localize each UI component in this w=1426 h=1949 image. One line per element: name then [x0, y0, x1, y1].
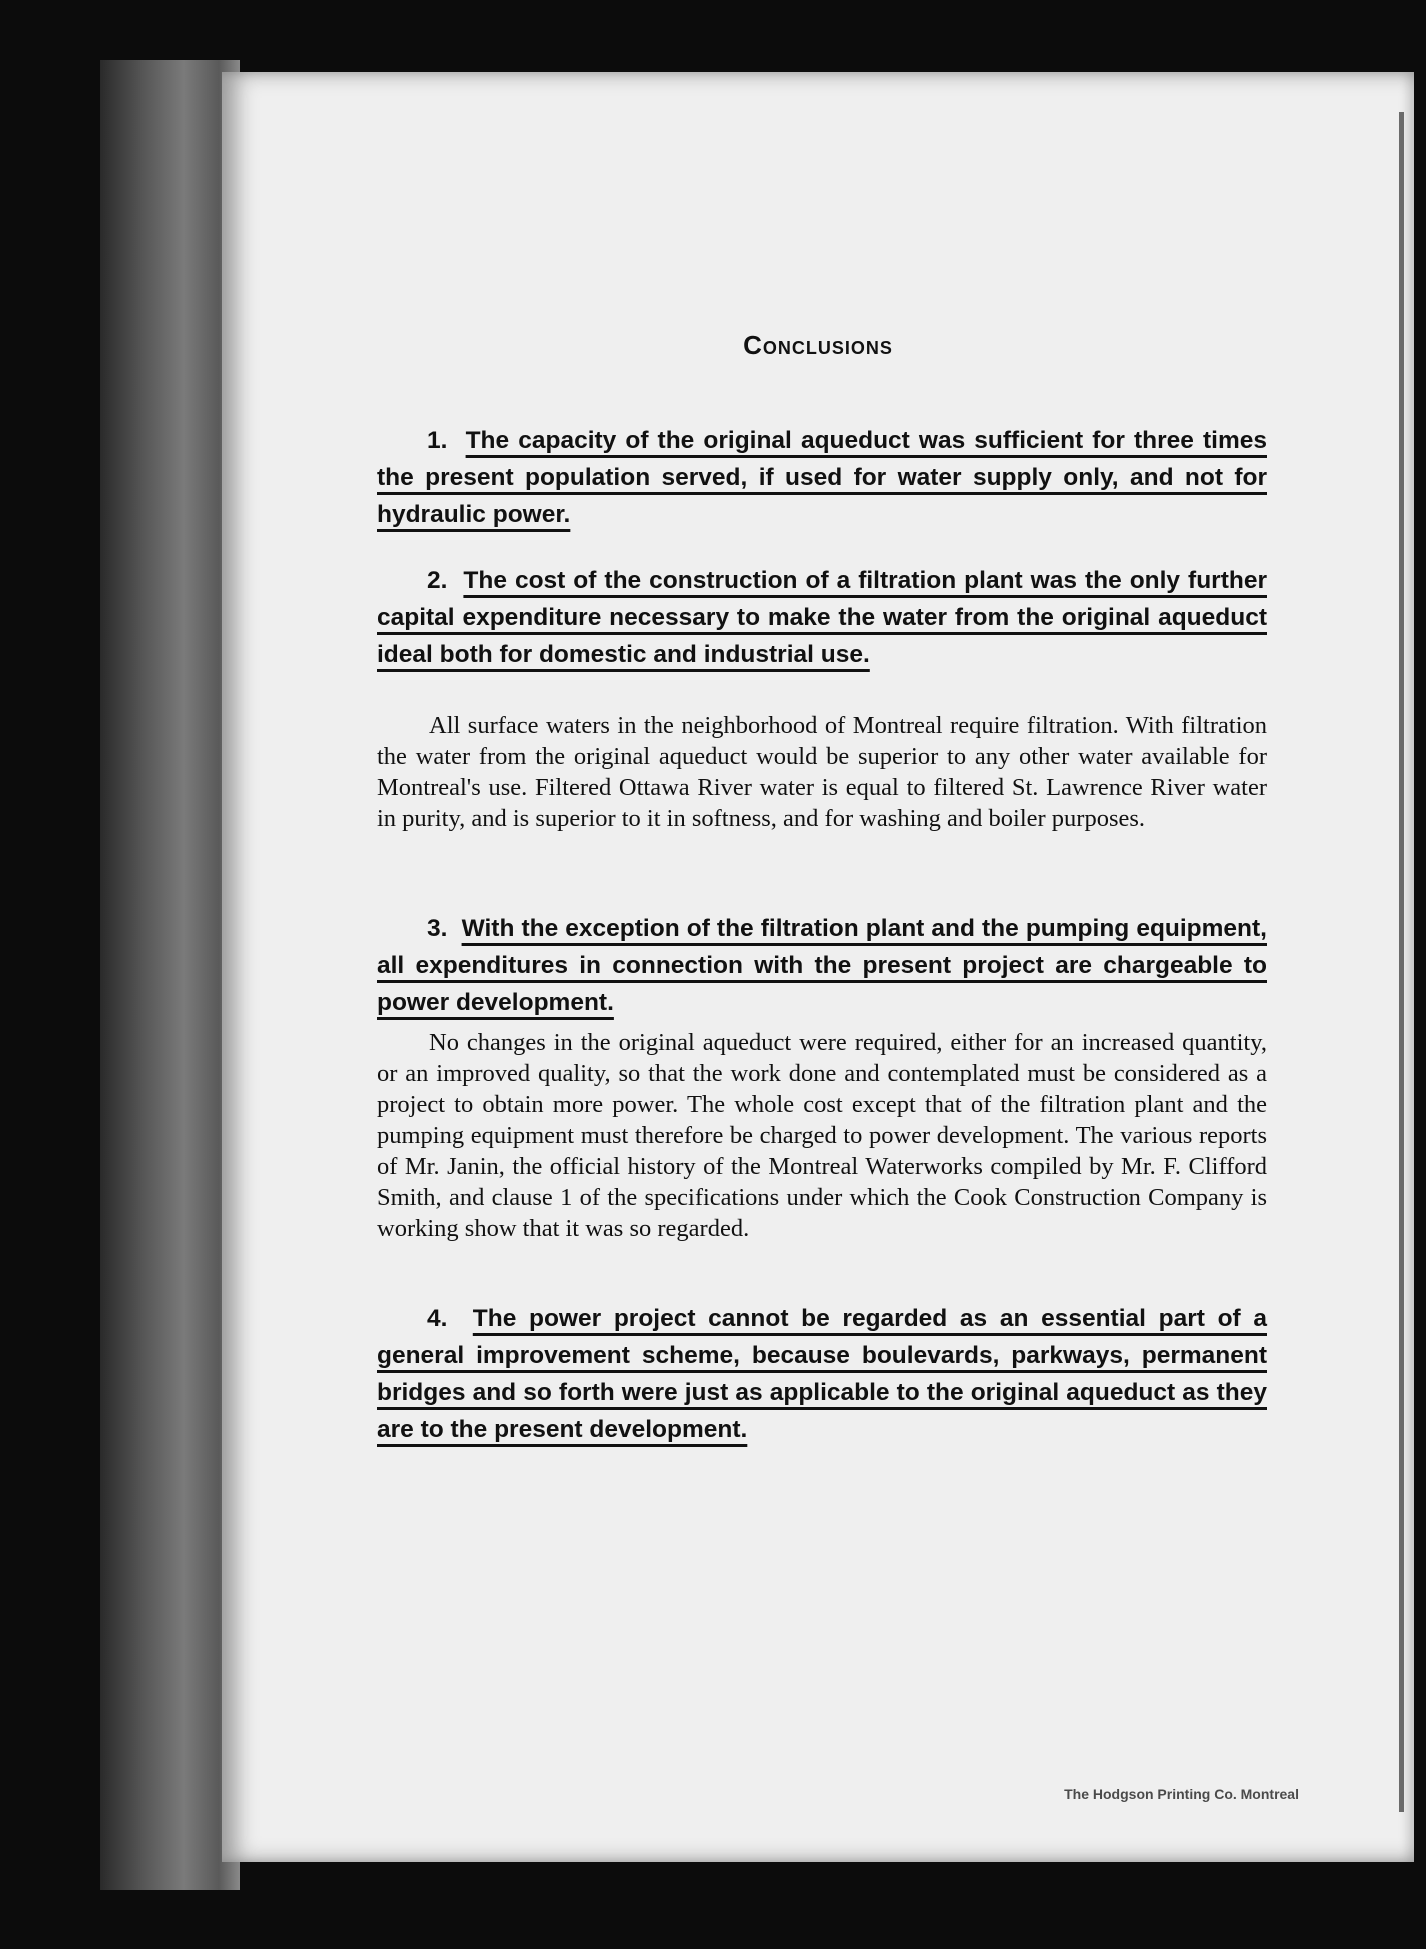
body-paragraph: All surface waters in the neighborhood of Montreal require filtration. With filtration the water from the original aqueduct would be superior to any other water available for Montreal's use. Filtered Ottawa River water is equal to filtered St. Lawrence River water in purity, and is superior to it in softness, and for washing and boiler purposes.	[377, 712, 1267, 832]
conclusion-text: The power project cannot be regarded as an essential part of a general improvement scheme, because boulevards, parkways, permanent bridges and so forth were just as applicable to the original aqueduct as they are to the present development.	[377, 1305, 1267, 1443]
conclusion-number: 4.	[427, 1305, 448, 1332]
page-edge	[1399, 112, 1404, 1812]
conclusion-number: 1.	[427, 427, 448, 454]
conclusion-3	[377, 910, 1267, 1021]
paragraph-power	[377, 1027, 1267, 1244]
conclusion-text: The capacity of the original aqueduct was sufficient for three times the present population served, if used for water supply only, and not for hydraulic power.	[377, 427, 1267, 528]
conclusion-1	[377, 422, 1267, 533]
printer-mark: The Hodgson Printing Co. Montreal	[1064, 1786, 1299, 1802]
conclusion-4	[377, 1300, 1267, 1448]
conclusion-number: 3.	[427, 915, 448, 942]
conclusion-number: 2.	[427, 567, 448, 594]
conclusion-2	[377, 562, 1267, 673]
conclusion-text: The cost of the construction of a filtration plant was the only further capital expenditure necessary to make the water from the original aqueduct ideal both for domestic and industrial use.	[377, 567, 1267, 668]
body-paragraph: No changes in the original aqueduct were required, either for an increased quantity, or an improved quality, so that the work done and contemplated must be considered as a project to obtain more power. The whole cost except that of the filtration plant and the pumping equipment must therefore be charged to power development. The various reports of Mr. Janin, the official history of the Montreal Waterworks compiled by Mr. F. Clifford Smith, and clause 1 of the specifications under which the Cook Construction Company is working show that it was so regarded.	[377, 1029, 1267, 1242]
book-spine-shadow	[100, 60, 240, 1890]
conclusion-text: With the exception of the filtration plant and the pumping equipment, all expenditures in connection with the present project are chargeable to power development.	[377, 915, 1267, 1016]
paragraph-filtration	[377, 710, 1267, 834]
document-page	[222, 72, 1414, 1862]
page-title: Conclusions	[743, 330, 893, 360]
